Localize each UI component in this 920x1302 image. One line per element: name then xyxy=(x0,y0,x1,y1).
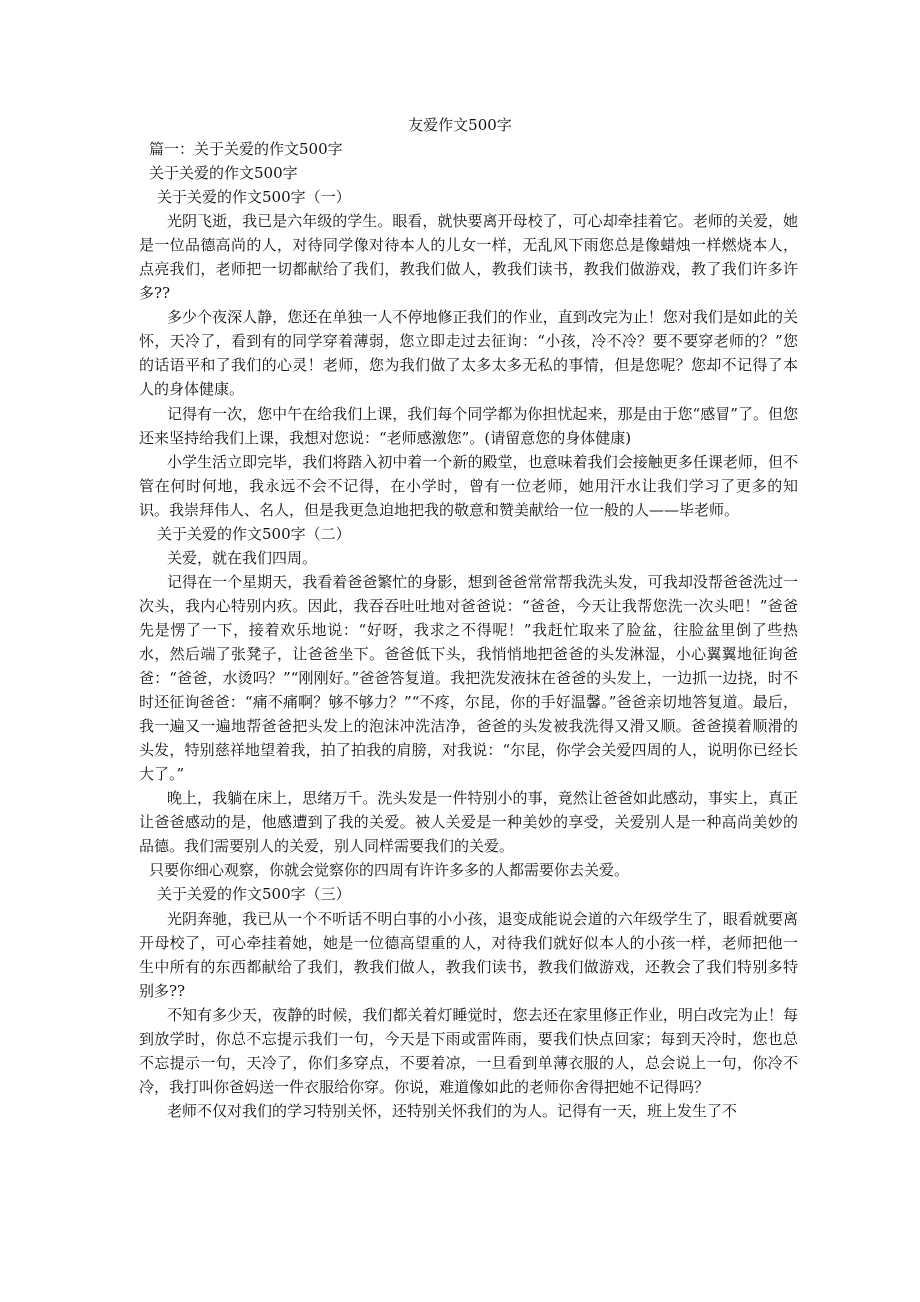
paragraph: 关爱，就在我们四周。 xyxy=(167,548,318,567)
paragraph: 关于关爱的作文500字（一） xyxy=(157,188,351,207)
paragraph: 关于关爱的作文500字（三） xyxy=(157,885,351,904)
document-title: 友爱作文500字 xyxy=(408,116,512,134)
document-body xyxy=(139,137,798,1123)
paragraph: 关于关爱的作文500字 xyxy=(149,164,298,183)
paragraph: 记得在一个星期天，我看着爸爸繁忙的身影，想到爸爸常常帮我洗头发，可我却没帮爸爸洗过一次头，我内心特别内疚。因此，我吞吞吐吐地对爸爸说：“爸爸，今天让我帮您洗一次头吧！”爸爸先是愣了一下，接着欢乐地说：“好呀，我求之不得呢！”我赶忙取来了脸盆，往脸盆里倒了些热水，然后端了张凳子，让爸爸坐下。爸爸低下头，我悄悄地把爸爸的头发淋湿，小心翼翼地征询爸爸：“爸爸，水烫吗？”“刚刚好。”爸爸答复道。我把洗发液抹在爸爸的头发上，一边抓一边挠，时不时还征询爸爸：“痛不痛啊？够不够力？”“不疼，尔昆，你的手好温馨。”爸爸亲切地答复道。最后，我一遍又一遍地帮爸爸把头发上的泡沫冲洗洁净，爸爸的头发被我洗得又滑又顺。爸爸摸着顺滑的头发，特别慈祥地望着我，拍了拍我的肩膀，对我说：“尔昆，你学会关爱四周的人，说明你已经长大了。” xyxy=(139,572,798,784)
paragraph: 关于关爱的作文500字（二） xyxy=(157,524,351,543)
paragraph: 小学生活立即完毕，我们将踏入初中着一个新的殿堂，也意味着我们会接触更多任课老师，但不管在何时何地，我永远不会不记得，在小学时，曾有一位老师，她用汗水让我们学习了更多的知识。我崇拜伟人、名人，但是我更急迫地把我的敬意和赞美献给一位一般的人——毕老师。 xyxy=(139,452,798,519)
paragraph: 多少个夜深人静，您还在单独一人不停地修正我们的作业，直到改完为止！您对我们是如此的关怀，天冷了，看到有的同学穿着薄弱，您立即走过去征询：“小孩，冷不冷？要不要穿老师的？”您的话语平和了我们的心灵！老师，您为我们做了太多太多无私的事情，但是您呢？您却不记得了本人的身体健康。 xyxy=(139,308,798,399)
paragraph: 光阴奔驰，我已从一个不听话不明白事的小小孩，退变成能说会道的六年级学生了，眼看就要离开母校了，可心牵挂着她，她是一位德高望重的人，对待我们就好似本人的小孩一样，老师把他一生中所有的东西都献给了我们，教我们做人，教我们读书，教我们做游戏，还教会了我们特别多特别多?? xyxy=(139,909,798,1000)
paragraph: 只要你细心观察，你就会觉察你的四周有许许多多的人都需要你去关爱。 xyxy=(149,861,630,880)
paragraph: 记得有一次，您中午在给我们上课，我们每个同学都为你担忧起来，那是由于您“感冒”了。但您还来坚持给我们上课，我想对您说：“老师感激您”。(请留意您的身体健康) xyxy=(139,404,798,447)
paragraph: 晚上，我躺在床上，思绪万千。洗头发是一件特别小的事，竟然让爸爸如此感动，事实上，真正让爸爸感动的是，他感遭到了我的关爱。被人关爱是一种美妙的享受，关爱别人是一种高尚美妙的品德。我们需要别人的关爱，别人同样需要我们的关爱。 xyxy=(139,789,798,856)
paragraph: 不知有多少天，夜静的时候，我们都关着灯睡觉时，您去还在家里修正作业，明白改完为止！每到放学时，你总不忘提示我们一句，今天是下雨或雷阵雨，要我们快点回家；每到天冷时，您也总不忘提示一句，天冷了，你们多穿点，不要着凉，一旦看到单薄衣服的人，总会说上一句，你冷不冷，我打叫你爸妈送一件衣服给你穿。你说，难道像如此的老师你舍得把她不记得吗？ xyxy=(139,1005,798,1096)
paragraph: 光阴飞逝，我已是六年级的学生。眼看，就快要离开母校了，可心却牵挂着它。老师的关爱，她是一位品德高尚的人，对待同学像对待本人的儿女一样，无乱风下雨您总是像蜡烛一样燃烧本人，点亮我们，老师把一切都献给了我们，教我们做人，教我们读书，教我们做游戏，教了我们许多许多?? xyxy=(139,212,798,303)
paragraph: 老师不仅对我们的学习特别关怀，还特别关怀我们的为人。记得有一天，班上发生了不 xyxy=(167,1101,738,1120)
paragraph: 篇一：关于关爱的作文500字 xyxy=(149,140,343,158)
